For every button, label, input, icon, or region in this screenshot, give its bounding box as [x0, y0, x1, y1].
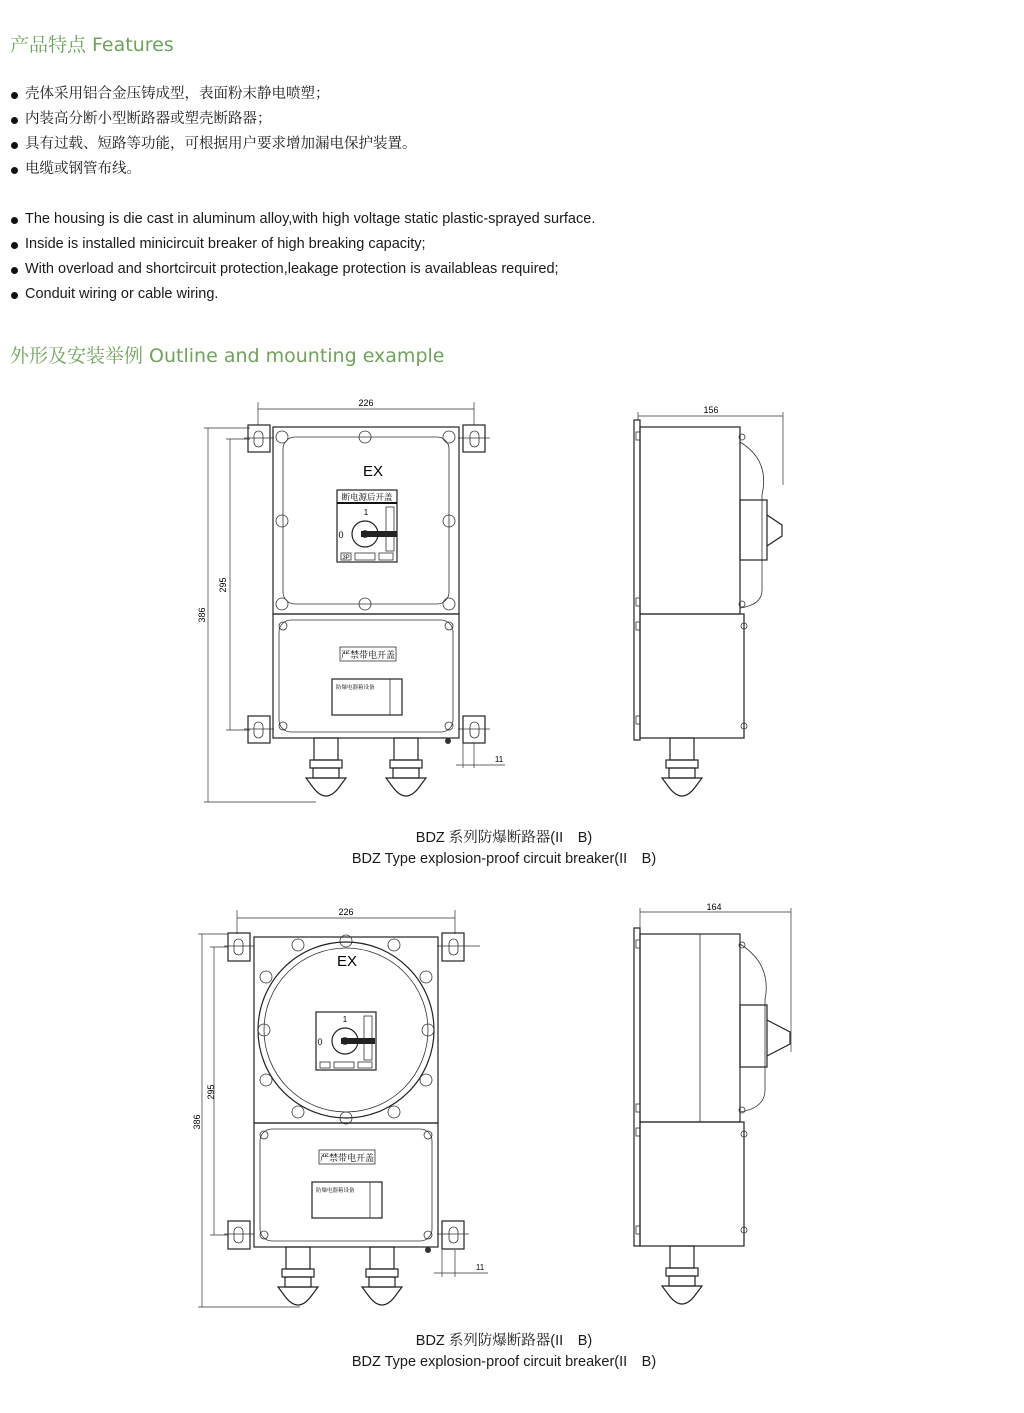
list-item: Inside is installed minicircuit breaker of high breaking capacity; — [10, 232, 595, 257]
list-item: With overload and shortcircuit protection,leakage protection is availableas required; — [10, 257, 595, 282]
list-item: Conduit wiring or cable wiring. — [10, 282, 595, 307]
features-en-list — [10, 207, 595, 307]
gap-dimension: 11 — [494, 755, 504, 764]
switch-on-mark: 1 — [363, 508, 369, 517]
poles-mark: 3P — [342, 555, 350, 561]
height-dimension: 386 — [192, 1114, 202, 1130]
features-cn-list — [10, 82, 417, 182]
mounting-dimension: 295 — [206, 1084, 216, 1100]
width-dimension: 226 — [358, 398, 374, 408]
front-view — [192, 907, 488, 1307]
side-view — [634, 405, 783, 796]
list-item: 内装高分断小型断路器或塑壳断路器； — [10, 107, 417, 132]
live-warning-label: 严禁带电开盖 — [340, 650, 396, 660]
switch-off-mark: 0 — [317, 1037, 323, 1047]
outline-drawing-1 — [0, 395, 1024, 815]
caption-cn: BDZ 系列防爆断路器(II B) — [415, 830, 593, 846]
nameplate-title: 防爆电器箱设备 — [316, 1188, 355, 1194]
outline-drawing-2 — [0, 898, 1024, 1318]
live-warning-label: 严禁带电开盖 — [319, 1153, 375, 1163]
switch-warning-label: 断电源后开盖 — [341, 492, 393, 502]
depth-dimension: 164 — [706, 902, 722, 912]
outline-heading: 外形及安装举例 Outline and mounting example — [10, 345, 445, 367]
switch-on-mark: 1 — [342, 1015, 348, 1024]
front-view — [197, 398, 505, 802]
width-dimension: 226 — [338, 907, 354, 917]
caption-cn: BDZ 系列防爆断路器(II B) — [415, 1333, 593, 1349]
ex-mark: EX — [336, 953, 358, 970]
mounting-dimension: 295 — [218, 577, 228, 593]
ex-mark: EX — [362, 463, 384, 480]
list-item: 具有过载、短路等功能，可根据用户要求增加漏电保护装置。 — [10, 132, 417, 157]
caption-en: BDZ Type explosion-proof circuit breaker(II B) — [351, 851, 657, 867]
switch-off-mark: 0 — [338, 530, 344, 540]
caption-en: BDZ Type explosion-proof circuit breaker(II B) — [351, 1354, 657, 1370]
list-item: 壳体采用铝合金压铸成型，表面粉末静电喷塑； — [10, 82, 417, 107]
depth-dimension: 156 — [703, 405, 719, 415]
side-view — [634, 902, 791, 1304]
features-heading: 产品特点 Features — [10, 34, 174, 56]
nameplate-title: 防爆电器箱设备 — [336, 685, 375, 691]
list-item: The housing is die cast in aluminum alloy,with high voltage static plastic-sprayed surface. — [10, 207, 595, 232]
list-item: 电缆或钢管布线。 — [10, 157, 417, 182]
height-dimension: 386 — [197, 607, 207, 623]
gap-dimension: 11 — [475, 1263, 485, 1272]
